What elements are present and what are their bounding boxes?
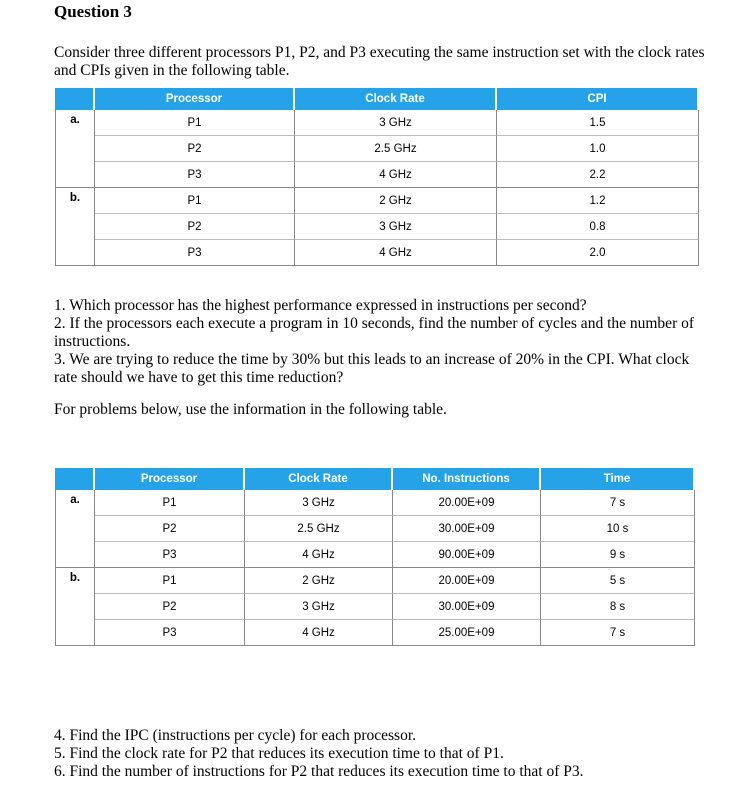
table-cell: P2: [95, 136, 295, 162]
header-blank: [55, 88, 95, 110]
table-cell: 20.00E+09: [393, 490, 541, 516]
group-label: [55, 188, 95, 266]
question-5: 5. Find the clock rate for P2 that reduces its execution time to that of P1.: [54, 745, 504, 762]
question-6: 6. Find the number of instructions for P2 that reduces its execution time to that of P3.: [54, 763, 584, 780]
group-label-text: a.: [70, 114, 80, 126]
table-row: [55, 240, 699, 266]
table-cell: P2: [95, 214, 295, 240]
group-label-text: a.: [70, 494, 80, 506]
header-processor: Processor: [95, 88, 295, 110]
table-cell: 10 s: [541, 516, 695, 542]
group-label: [55, 110, 95, 188]
table-cell: 1.2: [497, 188, 699, 214]
question-1: 1. Which processor has the highest performance expressed in instructions per second?: [54, 297, 587, 314]
group-label: [55, 568, 95, 646]
questions-4-6: [54, 727, 734, 781]
processor-cpi-table: [55, 88, 699, 266]
table-cell: 1.5: [497, 110, 699, 136]
table-cell: 2 GHz: [295, 188, 497, 214]
table-cell: 90.00E+09: [393, 542, 541, 568]
table-cell: P1: [95, 490, 245, 516]
header-processor: Processor: [95, 468, 245, 490]
table-cell: P1: [95, 110, 295, 136]
table-row: [55, 516, 695, 542]
question-title: Question 3: [54, 2, 132, 21]
question-4: 4. Find the IPC (instructions per cycle) for each processor.: [54, 727, 417, 744]
group-label-text: b.: [69, 192, 81, 204]
table-cell: 3 GHz: [245, 594, 393, 620]
table-row: [55, 136, 699, 162]
table-row: [55, 110, 699, 136]
table-cell: 3 GHz: [245, 490, 393, 516]
header-blank: [55, 468, 95, 490]
table-cell: 7 s: [541, 620, 695, 646]
header-no-instructions: No. Instructions: [393, 468, 541, 490]
table-cell: P2: [95, 516, 245, 542]
intro-paragraph: Consider three different processors P1, P2, and P3 executing the same instruction set with the clock rates and CPIs given in the following table.: [54, 44, 705, 79]
table-cell: 7 s: [541, 490, 695, 516]
table-cell: 3 GHz: [295, 110, 497, 136]
table-cell: P1: [95, 568, 245, 594]
header-cpi: CPI: [497, 88, 699, 110]
group-label: [55, 490, 95, 568]
table-cell: 4 GHz: [295, 162, 497, 188]
table-cell: 2.5 GHz: [245, 516, 393, 542]
table-cell: 4 GHz: [245, 620, 393, 646]
header-time: Time: [541, 468, 695, 490]
questions-1-3: [54, 297, 714, 419]
table-cell: P2: [95, 594, 245, 620]
table-cell: 30.00E+09: [393, 516, 541, 542]
table-cell: 20.00E+09: [393, 568, 541, 594]
header-clock-rate: Clock Rate: [245, 468, 393, 490]
group-label-text: b.: [69, 572, 81, 584]
table-cell: 0.8: [497, 214, 699, 240]
question-3: 3. We are trying to reduce the time by 30% but this leads to an increase of 20% in the CPI. What clock rate should we have to get this time reduction?: [54, 351, 690, 386]
table-cell: 8 s: [541, 594, 695, 620]
table-row: [55, 542, 695, 568]
table-cell: 5 s: [541, 568, 695, 594]
table-row: [55, 162, 699, 188]
problems-intro: For problems below, use the information in the following table.: [54, 401, 447, 418]
table-cell: 2.5 GHz: [295, 136, 497, 162]
question-2: 2. If the processors each execute a program in 10 seconds, find the number of cycles and the number of instructions.: [54, 315, 695, 350]
header-clock-rate: Clock Rate: [295, 88, 497, 110]
table-cell: 25.00E+09: [393, 620, 541, 646]
table-cell: 2.2: [497, 162, 699, 188]
table-row: [55, 490, 695, 516]
table-cell: 30.00E+09: [393, 594, 541, 620]
table-cell: 2 GHz: [245, 568, 393, 594]
table-cell: 9 s: [541, 542, 695, 568]
table-cell: P3: [95, 620, 245, 646]
table-cell: 2.0: [497, 240, 699, 266]
table-cell: 4 GHz: [245, 542, 393, 568]
table-cell: P3: [95, 162, 295, 188]
processor-instructions-table: [55, 468, 695, 646]
table-row: [55, 620, 695, 646]
table-cell: 3 GHz: [295, 214, 497, 240]
table-row: [55, 568, 695, 594]
table-row: [55, 188, 699, 214]
table-cell: P1: [95, 188, 295, 214]
table-cell: P3: [95, 542, 245, 568]
table-row: [55, 214, 699, 240]
table-cell: 1.0: [497, 136, 699, 162]
table-cell: 4 GHz: [295, 240, 497, 266]
table-cell: P3: [95, 240, 295, 266]
table-row: [55, 594, 695, 620]
